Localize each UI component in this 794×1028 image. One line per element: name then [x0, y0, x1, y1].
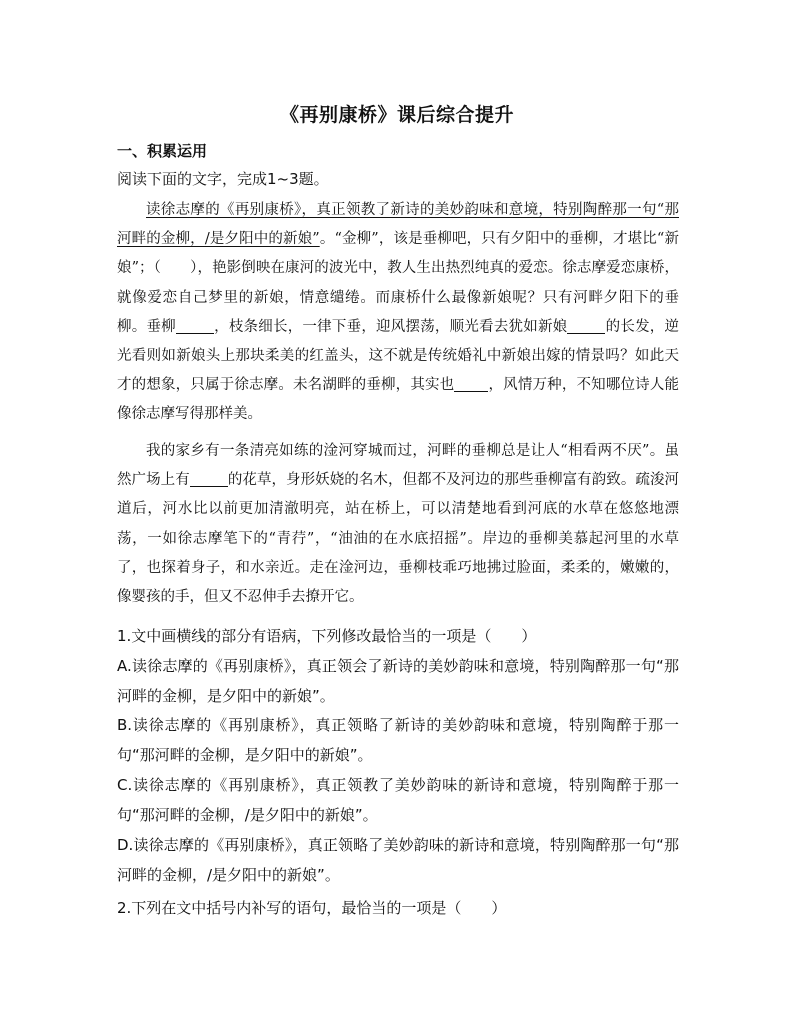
question-2-stem: 2.下列在文中括号内补写的语句，最恰当的一项是（ ）	[117, 899, 507, 917]
question-1-option-a: A.读徐志摩的《再别康桥》，真正领会了新诗的美妙韵味和意境，特别陶醉那一句“那河畔的金柳，是夕阳中的新娘”。	[117, 657, 679, 705]
question-1-option-b: B.读徐志摩的《再别康桥》，真正领略了新诗的美妙韵味和意境，特别陶醉于那一句“那河畔的金柳，是夕阳中的新娘”。	[117, 716, 679, 764]
passage-text: 的长发，逆光看则如新娘头上那块柔美的红盖头，这不就是传统婚礼中新娘出嫁的情景吗？如此天才的想象，只属于徐志摩。未名湖畔的垂柳，其实也	[117, 318, 680, 394]
passage-paragraph-2	[117, 437, 679, 612]
passage-paragraph-1	[117, 196, 679, 430]
fill-blank	[454, 377, 488, 393]
passage-text: ，风情万种，不知哪位诗人能像徐志摩写得那样美。	[117, 377, 680, 423]
fill-blank	[567, 318, 605, 334]
question-1-option-d: D.读徐志摩的《再别康桥》，真正领略了美妙韵味的新诗和意境，特别陶醉那一句“那河畔的金柳，/是夕阳中的新娘”。	[117, 836, 679, 884]
underlined-sentence: 读徐志摩的《再别康桥》，真正领教了新诗的美妙韵味和意境，特别陶醉那一句“那河畔的金柳，/是夕阳中的新娘”	[117, 202, 679, 248]
reading-instruction: 阅读下面的文字，完成1~3题。	[117, 170, 329, 188]
page-title: 《再别康桥》课后综合提升	[279, 104, 514, 126]
fill-blank	[176, 318, 214, 334]
passage-text: ，枝条细长，一律下垂，迎风摆荡，顺光看去犹如新娘	[213, 318, 568, 335]
passage-text: 的花草，身形妖娆的名木，但都不及河边的那些垂柳富有韵致。疏浚河道后，河水比以前更加清澈明亮，站在桥上，可以清楚地看到河底的水草在悠悠地漂荡，一如徐志摩笔下的“青荇”，“油油的在水底招摇”。岸边的垂柳美慕起河里的水草了，也探着身子，和水亲近。走在淦河边，垂柳枝乖巧地拂过脸面，柔柔的，嫩嫩的，像婴孩的手，但又不忍伸手去撩开它。	[117, 472, 680, 606]
question-1-option-c: C.读徐志摩的《再别康桥》，真正领教了美妙韵味的新诗和意境，特别陶醉于那一句“那河畔的金柳，/是夕阳中的新娘”。	[117, 776, 679, 824]
passage-text: 我的家乡有一条清亮如练的淦河穿城而过，河畔的垂柳总是让人“相看两不厌”。虽然广场上有	[117, 443, 679, 489]
section-heading: 一、积累运用	[117, 142, 208, 160]
fill-blank	[190, 472, 228, 488]
question-1-stem: 1.文中画横线的部分有语病，下列修改最恰当的一项是（ ）	[117, 627, 537, 645]
passage-text: 。“金柳”，该是垂柳吧，只有夕阳中的垂柳，才堪比“新娘”；（ ），艳影倒映在康河的波光中，教人生出热烈纯真的爱恋。徐志摩爱恋康桥，就像爱恋自己梦里的新娘，情意缱绻。而康桥什么最像新娘呢？只有河畔夕阳下的垂柳。垂柳	[117, 231, 679, 335]
